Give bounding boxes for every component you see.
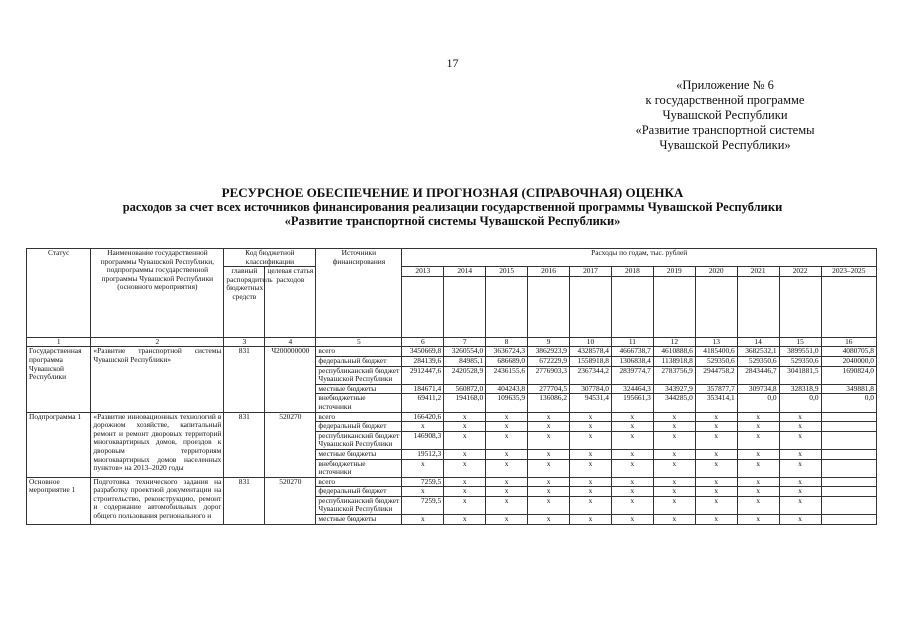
row-value: x xyxy=(695,477,737,487)
title-line: расходов за счет всех источников финансирования реализации государственной программы Чувашской Республики xyxy=(122,200,783,214)
row-value: x xyxy=(653,496,695,514)
column-number: 7 xyxy=(444,337,486,347)
header-year: 2023–2025 xyxy=(821,267,876,277)
row-value: 1306838,4 xyxy=(611,356,653,366)
row-source: местные бюджеты xyxy=(316,384,402,394)
row-value: 529350,6 xyxy=(779,356,821,366)
row-value: 2843446,7 xyxy=(737,366,779,384)
row-value: 2839774,7 xyxy=(611,366,653,384)
row-value: x xyxy=(528,487,570,497)
row-value: x xyxy=(402,515,444,525)
header-admin: главный распорядитель бюджетных средств xyxy=(224,267,265,338)
row-value: 672229,9 xyxy=(528,356,570,366)
header-year: 2015 xyxy=(486,267,528,277)
row-value xyxy=(821,496,876,514)
row-value: x xyxy=(779,412,821,422)
row-value: x xyxy=(444,422,486,432)
row-value: x xyxy=(486,431,528,449)
header-status: Статус xyxy=(27,249,91,338)
column-number: 3 xyxy=(224,337,265,347)
row-value: x xyxy=(528,477,570,487)
header-year: 2013 xyxy=(402,267,444,277)
header-year-spacer xyxy=(486,276,528,337)
header-year-spacer xyxy=(611,276,653,337)
row-source: республиканский бюджет Чувашской Республики xyxy=(316,366,402,384)
row-value: 349881,8 xyxy=(821,384,876,394)
row-value: x xyxy=(486,422,528,432)
row-value: 94531,4 xyxy=(570,394,612,412)
row-value: x xyxy=(779,477,821,487)
row-value: 2776903,3 xyxy=(528,366,570,384)
row-value: x xyxy=(570,477,612,487)
row-value: x xyxy=(779,459,821,477)
row-value: 3260554,0 xyxy=(444,347,486,357)
column-number: 2 xyxy=(91,337,224,347)
row-value: x xyxy=(737,459,779,477)
column-number: 8 xyxy=(486,337,528,347)
row-value: x xyxy=(444,487,486,497)
appendix-line: «Приложение № 6 xyxy=(676,78,774,92)
row-value: 2912447,6 xyxy=(402,366,444,384)
header-year-spacer xyxy=(444,276,486,337)
row-value: x xyxy=(737,449,779,459)
row-value: x xyxy=(528,496,570,514)
row-value: 1558918,8 xyxy=(570,356,612,366)
column-number: 14 xyxy=(737,337,779,347)
row-value: x xyxy=(528,422,570,432)
row-value: 343927,9 xyxy=(653,384,695,394)
row-value: x xyxy=(611,515,653,525)
row-value: 4080705,8 xyxy=(821,347,876,357)
row-value: x xyxy=(486,487,528,497)
row-value: x xyxy=(486,496,528,514)
header-year-spacer xyxy=(402,276,444,337)
appendix-line: «Развитие транспортной системы xyxy=(635,123,815,137)
row-value: x xyxy=(737,431,779,449)
row-source: внебюджетные источники xyxy=(316,459,402,477)
row-value: x xyxy=(611,431,653,449)
row-value: 7259,5 xyxy=(402,477,444,487)
row-value: 2783756,9 xyxy=(653,366,695,384)
row-value: 328318,9 xyxy=(779,384,821,394)
row-value: x xyxy=(402,459,444,477)
appendix-line: Чувашской Республики xyxy=(662,108,788,122)
column-number: 11 xyxy=(611,337,653,347)
row-source: федеральный бюджет xyxy=(316,487,402,497)
row-target: 520270 xyxy=(265,477,316,524)
row-value: 0,0 xyxy=(737,394,779,412)
row-value: x xyxy=(611,477,653,487)
header-year: 2020 xyxy=(695,267,737,277)
row-value: 3041881,5 xyxy=(779,366,821,384)
row-value: 309734,8 xyxy=(737,384,779,394)
row-source: федеральный бюджет xyxy=(316,356,402,366)
title-line: «Развитие транспортной системы Чувашской Республики» xyxy=(284,214,621,228)
row-value: x xyxy=(737,477,779,487)
row-value: 404243,8 xyxy=(486,384,528,394)
row-value: x xyxy=(695,449,737,459)
row-admin: 831 xyxy=(224,347,265,412)
row-value: 284139,6 xyxy=(402,356,444,366)
row-value: 146908,3 xyxy=(402,431,444,449)
header-target: целевая статья расходов xyxy=(265,267,316,338)
row-value: x xyxy=(570,487,612,497)
row-value: 3636724,3 xyxy=(486,347,528,357)
row-value: x xyxy=(779,487,821,497)
row-value: 2040000,0 xyxy=(821,356,876,366)
row-value xyxy=(821,422,876,432)
row-value: x xyxy=(444,496,486,514)
row-value: x xyxy=(444,431,486,449)
row-source: всего xyxy=(316,347,402,357)
row-admin: 831 xyxy=(224,412,265,477)
row-value: 69411,2 xyxy=(402,394,444,412)
row-value: 353414,1 xyxy=(695,394,737,412)
row-value: 529350,6 xyxy=(737,356,779,366)
row-value: x xyxy=(528,515,570,525)
row-value: x xyxy=(570,449,612,459)
row-value: x xyxy=(486,515,528,525)
column-number: 15 xyxy=(779,337,821,347)
row-value: x xyxy=(444,412,486,422)
row-value: x xyxy=(611,459,653,477)
row-value: x xyxy=(779,515,821,525)
row-value: x xyxy=(653,487,695,497)
row-value: 560872,0 xyxy=(444,384,486,394)
row-value: x xyxy=(570,515,612,525)
header-year-spacer xyxy=(737,276,779,337)
row-value: x xyxy=(444,449,486,459)
header-year: 2017 xyxy=(570,267,612,277)
row-value: x xyxy=(528,412,570,422)
row-value: 2420528,9 xyxy=(444,366,486,384)
row-value: 19512,3 xyxy=(402,449,444,459)
row-value: x xyxy=(779,496,821,514)
row-value: x xyxy=(611,496,653,514)
row-target: 520270 xyxy=(265,412,316,477)
row-value: x xyxy=(695,515,737,525)
column-number: 10 xyxy=(570,337,612,347)
row-value: x xyxy=(570,431,612,449)
table-row xyxy=(27,477,877,487)
row-value: x xyxy=(653,431,695,449)
row-value: 166420,6 xyxy=(402,412,444,422)
appendix-line: к государственной программе xyxy=(645,93,805,107)
header-year: 2018 xyxy=(611,267,653,277)
row-value: x xyxy=(486,449,528,459)
header-year-spacer xyxy=(779,276,821,337)
row-value: x xyxy=(695,459,737,477)
row-value: x xyxy=(653,449,695,459)
row-value: 2436155,6 xyxy=(486,366,528,384)
row-value: x xyxy=(737,422,779,432)
row-value: 686689,0 xyxy=(486,356,528,366)
header-year-spacer xyxy=(653,276,695,337)
row-value: x xyxy=(611,422,653,432)
row-value: x xyxy=(737,412,779,422)
header-year: 2016 xyxy=(528,267,570,277)
column-number: 12 xyxy=(653,337,695,347)
header-year: 2021 xyxy=(737,267,779,277)
row-admin: 831 xyxy=(224,477,265,524)
row-value: 194168,0 xyxy=(444,394,486,412)
row-value: x xyxy=(737,496,779,514)
row-source: республиканский бюджет Чувашской Республики xyxy=(316,496,402,514)
row-value: x xyxy=(653,477,695,487)
row-target: Ч200000000 xyxy=(265,347,316,412)
resource-table xyxy=(26,248,877,525)
row-value: x xyxy=(486,412,528,422)
row-value: 4328578,4 xyxy=(570,347,612,357)
row-value: x xyxy=(779,422,821,432)
header-year-spacer xyxy=(528,276,570,337)
row-value: 7259,5 xyxy=(402,496,444,514)
row-value: x xyxy=(653,422,695,432)
appendix-header xyxy=(600,78,850,153)
row-value: 357877,7 xyxy=(695,384,737,394)
column-number: 4 xyxy=(265,337,316,347)
row-source: всего xyxy=(316,412,402,422)
title-line: РЕСУРСНОЕ ОБЕСПЕЧЕНИЕ И ПРОГНОЗНАЯ (СПРАВОЧНАЯ) ОЦЕНКА xyxy=(221,185,684,200)
header-expenses: Расходы по годам, тыс. рублей xyxy=(402,249,877,267)
table-row xyxy=(27,412,877,422)
row-value: x xyxy=(695,496,737,514)
row-value: x xyxy=(737,487,779,497)
row-value: 0,0 xyxy=(821,394,876,412)
row-source: республиканский бюджет Чувашской Республики xyxy=(316,431,402,449)
row-value xyxy=(821,412,876,422)
row-value: 2944758,2 xyxy=(695,366,737,384)
row-value: x xyxy=(695,412,737,422)
row-status: Основное мероприятие 1 xyxy=(27,477,91,524)
row-value: 4666738,7 xyxy=(611,347,653,357)
row-value: x xyxy=(779,431,821,449)
row-status: Подпрограмма 1 xyxy=(27,412,91,477)
row-value: x xyxy=(653,412,695,422)
row-source: местные бюджеты xyxy=(316,449,402,459)
row-value: x xyxy=(444,515,486,525)
row-value: x xyxy=(528,431,570,449)
header-sources: Источники финансирования xyxy=(316,249,402,338)
row-name: Подготовка технического задания на разработку проектной документации на строительство, реконструкцию, ремонт и содержание автомобильных дорог общего пользования регионального и xyxy=(91,477,224,524)
row-value xyxy=(821,449,876,459)
header-name: Наименование государственной программы Чувашской Республики, подпрограммы государственной программы Чувашской Республики (основного мероприятия) xyxy=(91,249,224,338)
row-value: 344285,0 xyxy=(653,394,695,412)
row-name: «Развитие инновационных технологий в дорожном хозяйстве, капитальный ремонт и ремонт дворовых территорий многоквартирных домов, проездов к дворовым территориям многоквартирных домов населенных пунктов» на 2013–2020 годы xyxy=(91,412,224,477)
column-number: 16 xyxy=(821,337,876,347)
header-year-spacer xyxy=(570,276,612,337)
column-number: 5 xyxy=(316,337,402,347)
row-value: x xyxy=(570,496,612,514)
row-value: 0,0 xyxy=(779,394,821,412)
header-year: 2019 xyxy=(653,267,695,277)
row-value: x xyxy=(695,487,737,497)
row-source: местные бюджеты xyxy=(316,515,402,525)
row-value: x xyxy=(444,459,486,477)
column-number: 6 xyxy=(402,337,444,347)
row-value: 2367344,2 xyxy=(570,366,612,384)
row-value: x xyxy=(402,487,444,497)
row-value: 277704,5 xyxy=(528,384,570,394)
header-year-spacer xyxy=(821,276,876,337)
row-value: 307784,0 xyxy=(570,384,612,394)
header-year: 2022 xyxy=(779,267,821,277)
row-value: 136086,2 xyxy=(528,394,570,412)
row-value: x xyxy=(402,422,444,432)
row-value: 184671,4 xyxy=(402,384,444,394)
row-value xyxy=(821,431,876,449)
row-value: 3450669,8 xyxy=(402,347,444,357)
row-value: x xyxy=(570,422,612,432)
header-year: 2014 xyxy=(444,267,486,277)
row-source: федеральный бюджет xyxy=(316,422,402,432)
row-value: 3899551,0 xyxy=(779,347,821,357)
row-value: x xyxy=(611,487,653,497)
row-value: x xyxy=(611,412,653,422)
row-value: x xyxy=(570,459,612,477)
row-value: 109635,9 xyxy=(486,394,528,412)
row-value: 529350,6 xyxy=(695,356,737,366)
row-value: x xyxy=(653,515,695,525)
row-value: x xyxy=(486,477,528,487)
row-value: 1138918,8 xyxy=(653,356,695,366)
column-number: 13 xyxy=(695,337,737,347)
row-value: 4610888,6 xyxy=(653,347,695,357)
row-value xyxy=(821,477,876,487)
row-value: x xyxy=(695,422,737,432)
row-value: 324464,3 xyxy=(611,384,653,394)
row-value: x xyxy=(737,515,779,525)
row-value: 4185400,6 xyxy=(695,347,737,357)
row-value: x xyxy=(528,459,570,477)
page-number: 17 xyxy=(446,56,459,70)
column-number: 1 xyxy=(27,337,91,347)
row-value: x xyxy=(486,459,528,477)
row-value xyxy=(821,487,876,497)
row-source: всего xyxy=(316,477,402,487)
row-value: x xyxy=(695,431,737,449)
row-status: Государственная программа Чувашской Республики xyxy=(27,347,91,412)
row-value: 1690824,0 xyxy=(821,366,876,384)
row-value xyxy=(821,515,876,525)
row-source: внебюджетные источники xyxy=(316,394,402,412)
appendix-line: Чувашской Республики» xyxy=(659,138,791,152)
row-name: «Развитие транспортной системы Чувашской Республики» xyxy=(91,347,224,412)
row-value: x xyxy=(570,412,612,422)
document-title xyxy=(0,186,905,228)
row-value: 195661,3 xyxy=(611,394,653,412)
header-budget-code: Код бюджетной классификации xyxy=(224,249,316,267)
header-year-spacer xyxy=(695,276,737,337)
row-value: 3682532,1 xyxy=(737,347,779,357)
row-value xyxy=(821,459,876,477)
row-value: x xyxy=(779,449,821,459)
column-number: 9 xyxy=(528,337,570,347)
row-value: 3862923,9 xyxy=(528,347,570,357)
row-value: x xyxy=(528,449,570,459)
row-value: 84985,1 xyxy=(444,356,486,366)
row-value: x xyxy=(653,459,695,477)
row-value: x xyxy=(444,477,486,487)
row-value: x xyxy=(611,449,653,459)
